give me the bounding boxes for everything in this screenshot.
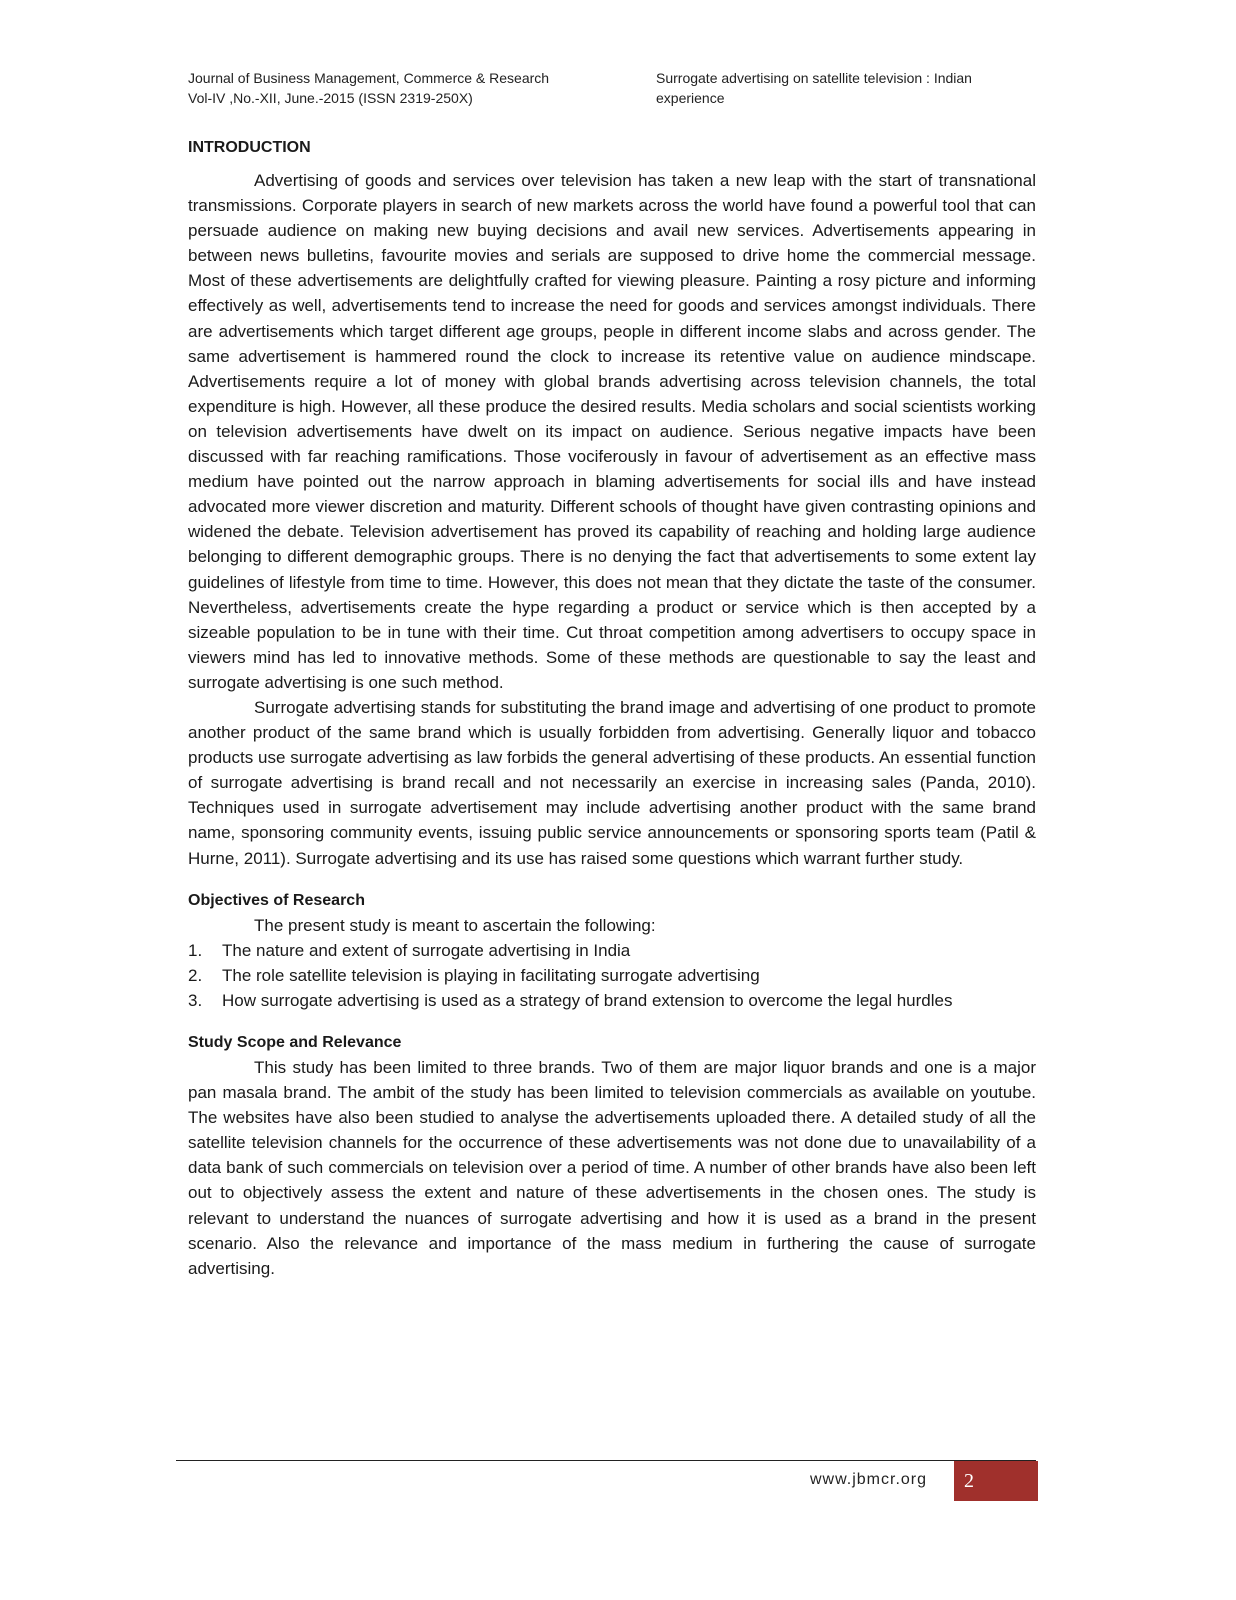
scope-paragraph: This study has been limited to three brands. Two of them are major liquor brands and one is a major pan masala brand. The ambit of the study has been limited to television commercials as available on youtube. The websites have also been studied to analyse the advertisements uploaded there. A detailed study of all the satellite television channels for the occurrence of these advertisements was not done due to unavailability of a data bank of such commercials on television over a period of time. A number of other brands have also been left out to objectively assess the extent and nature of these advertisements in the chosen ones. The study is relevant to understand the nuances of surrogate advertising and how it is used as a brand in the present scenario. Also the relevance and importance of the mass medium in furthering the cause of surrogate advertising. xyxy=(188,1058,1036,1278)
footer-url: www.jbmcr.org xyxy=(810,1471,928,1488)
list-item-text: The nature and extent of surrogate advertising in India xyxy=(222,940,631,960)
journal-name: Journal of Business Management, Commerce & Research xyxy=(188,70,550,86)
list-item xyxy=(188,938,1036,963)
scope-heading: Study Scope and Relevance xyxy=(188,1034,402,1051)
list-item-number: 3. xyxy=(188,990,203,1010)
article-title-line2: experience xyxy=(656,90,725,106)
article-title-line1: Surrogate advertising on satellite television : Indian xyxy=(656,70,972,86)
footer-divider xyxy=(176,1460,1036,1461)
list-item-text: The role satellite television is playing in facilitating surrogate advertising xyxy=(222,965,760,985)
journal-volume: Vol-IV ,No.-XII, June.-2015 (ISSN 2319-250X) xyxy=(188,90,473,106)
list-item xyxy=(188,988,1036,1013)
introduction-paragraph-1: Advertising of goods and services over television has taken a new leap with the start of transnational transmissions. Corporate players in search of new markets across the world have found a powerful tool that can persuade audience on making new buying decisions and avail new services. Advertisements appearing in between news bulletins, favourite movies and serials are supposed to drive home the commercial message. Most of these advertisements are delightfully crafted for viewing pleasure. Painting a rosy picture and informing effectively as well, advertisements tend to increase the need for goods and services amongst individuals. There are advertisements which target different age groups, people in different income slabs and across gender. The same advertisement is hammered round the clock to increase its retentive value on audience mindscape. Advertisements require a lot of money with global brands advertising across television channels, the total expenditure is high. However, all these produce the desired results. Media scholars and social scientists working on television advertisements have dwelt on its impact on audience. Serious negative impacts have been discussed with far reaching ramifications. Those vociferously in favour of advertisement as an effective mass medium have pointed out the narrow approach in blaming advertisements for social ills and have instead advocated more viewer discretion and maturity. Different schools of thought have given contrasting opinions and widened the debate. Television advertisement has proved its capability of reaching and holding large audience belonging to different demographic groups. There is no denying the fact that advertisements to some extent lay guidelines of lifestyle from time to time. However, this does not mean that they dictate the taste of the consumer. Nevertheless, advertisements create the hype regarding a product or service which is then accepted by a sizeable population to be in tune with their time. Cut throat competition among advertisers to occupy space in viewers mind has led to innovative methods. Some of these methods are questionable to say the least and surrogate advertising is one such method. xyxy=(188,171,1036,692)
list-item-text: How surrogate advertising is used as a strategy of brand extension to overcome the legal hurdles xyxy=(222,990,953,1010)
article-body xyxy=(188,136,1036,1281)
page-number: 2 xyxy=(964,1470,974,1492)
objectives-list xyxy=(188,938,1036,1013)
journal-info xyxy=(188,68,628,108)
list-item-number: 2. xyxy=(188,965,203,985)
objectives-intro: The present study is meant to ascertain the following: xyxy=(254,915,656,935)
list-item xyxy=(188,963,1036,988)
introduction-paragraph-2: Surrogate advertising stands for substituting the brand image and advertising of one product to promote another product of the same brand which is usually forbidden from advertising. Generally liquor and tobacco products use surrogate advertising as law forbids the general advertising of these products. An essential function of surrogate advertising is brand recall and not necessarily an exercise in increasing sales (Panda, 2010). Techniques used in surrogate advertisement may include advertising another product with the same brand name, sponsoring community events, issuing public service announcements or sponsoring sports team (Patil & Hurne, 2011). Surrogate advertising and its use has raised some questions which warrant further study. xyxy=(188,697,1036,868)
page-number-box xyxy=(954,1461,1038,1501)
article-title-header xyxy=(656,68,1056,108)
objectives-heading: Objectives of Research xyxy=(188,891,365,909)
list-item-number: 1. xyxy=(188,940,203,960)
introduction-heading: INTRODUCTION xyxy=(188,139,311,156)
